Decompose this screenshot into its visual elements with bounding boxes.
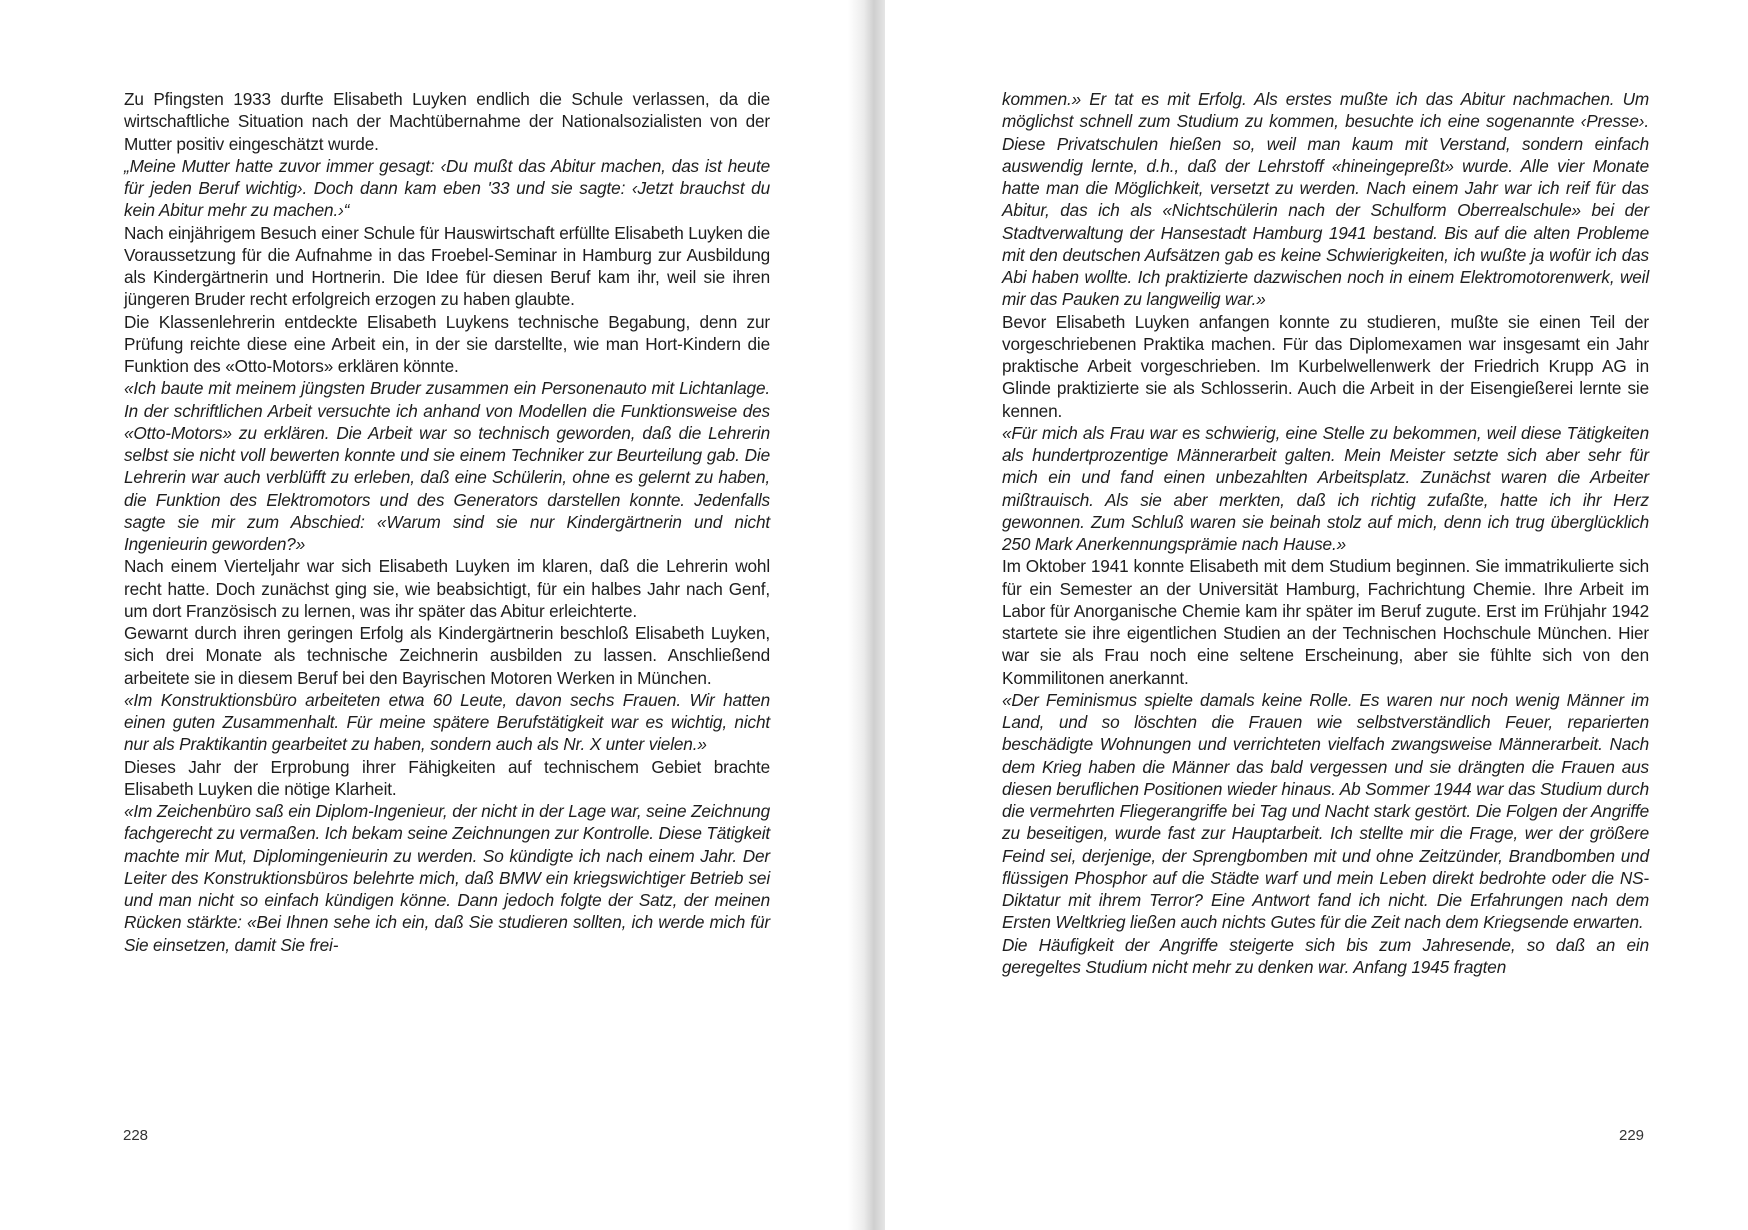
right-page xyxy=(885,0,1748,1230)
paragraph: Dieses Jahr der Erprobung ihrer Fähigkeiten auf technischem Gebiet brachte Elisabeth Luyken die nötige Klarheit. xyxy=(124,756,770,799)
quote-paragraph: «Im Konstruktionsbüro arbeiteten etwa 60 Leute, davon sechs Frauen. Wir hatten einen guten Zusammenhalt. Für meine spätere Berufstätigkeit war es wichtig, nicht nur als Praktikantin gearbeitet zu haben, sondern auch als Nr. X unter vielen.» xyxy=(124,689,770,755)
paragraph: Zu Pfingsten 1933 durfte Elisabeth Luyken endlich die Schule verlassen, da die wirtschaftliche Situation nach der Machtübernahme der Nationalsozialisten von der Mutter positiv eingeschätzt wurde. xyxy=(124,89,770,154)
quote-paragraph: «Für mich als Frau war es schwierig, eine Stelle zu bekommen, weil diese Tätigkeiten als hundertprozentige Männerarbeit galten. Mein Meister setzte sich aber sehr für mich ein und fand einen unbezahlten Arbeitsplatz. Zunächst waren die Arbeiter mißtrauisch. Als sie aber merkten, daß ich richtig zufaßte, hatte ich ihr Herz gewonnen. Zum Schluß waren sie beinah stolz auf mich, denn ich trug überglücklich 250 Mark Anerkennungsprämie nach Hause.» xyxy=(1002,422,1649,554)
paragraph: Bevor Elisabeth Luyken anfangen konnte zu studieren, mußte sie einen Teil der vorgeschriebenen Praktika machen. Für das Diplomexamen war insgesamt ein Jahr praktische Arbeit vorgeschrieben. Im Kurbelwellenwerk der Friedrich Krupp AG in Glinde praktizierte sie als Schlosserin. Auch die Arbeit in der Eisengießerei lernte sie kennen. xyxy=(1002,311,1649,421)
quote-paragraph: «Ich baute mit meinem jüngsten Bruder zusammen ein Personenauto mit Lichtanlage. In der schriftlichen Arbeit versuchte ich anhand von Modellen die Funktionsweise des «Otto-Motors» zu erklären. Die Arbeit war so technisch geworden, daß die Lehrerin selbst sie nicht voll bewerten konnte und sie einem Techniker zur Beurteilung gab. Die Lehrerin war auch verblüfft zu erleben, daß eine Schülerin, ohne es gelernt zu haben, die Funktion des Elektromotors und des Generators darstellen konnte. Jedenfalls sagte sie mir zum Abschied: «Warum sind sie nur Kindergärtnerin und nicht Ingenieurin geworden?» xyxy=(124,378,770,554)
left-page xyxy=(0,0,862,1230)
paragraph: Die Klassenlehrerin entdeckte Elisabeth Luykens technische Begabung, denn zur Prüfung reichte diese eine Arbeit ein, in der sie darstellte, wie man Hort-Kindern die Funktion des «Otto-Motors» erklären könnte. xyxy=(124,311,770,376)
quote-paragraph: „Meine Mutter hatte zuvor immer gesagt: ‹Du mußt das Abitur machen, das ist heute für jeden Beruf wichtig›. Doch dann kam eben '33 und sie sagte: ‹Jetzt brauchst du kein Abitur mehr zu machen.›“ xyxy=(124,155,770,221)
quote-paragraph: «Im Zeichenbüro saß ein Diplom-Ingenieur, der nicht in der Lage war, seine Zeichnung fachgerecht zu vermaßen. Ich bekam seine Zeichnungen zur Kontrolle. Diese Tätigkeit machte mir Mut, Diplomingenieurin zu werden. So kündigte ich nach einem Jahr. Der Leiter des Konstruktionsbüros belehrte mich, daß BMW ein kriegswichtiger Betrieb sei und man nicht so einfach kündigen könne. Dann jedoch folgte der Satz, der meinen Rücken stärkte: «Bei Ihnen sehe ich ein, daß Sie studieren sollten, ich werde mich für Sie einsetzen, damit Sie frei- xyxy=(124,801,770,955)
paragraph: Nach einjährigem Besuch einer Schule für Hauswirtschaft erfüllte Elisabeth Luyken die Voraussetzung für die Aufnahme in das Froebel-Seminar in Hamburg zur Ausbildung als Kindergärtnerin und Hortnerin. Die Idee für diesen Beruf kam ihr, weil sie ihren jüngeren Bruder recht erfolgreich erzogen zu haben glaubte. xyxy=(124,222,770,310)
page-number-right: 229 xyxy=(1619,1127,1645,1144)
quote-paragraph: Die Häufigkeit der Angriffe steigerte sich bis zum Jahresende, so daß an ein geregeltes Studium nicht mehr zu denken war. Anfang 1945 fragten xyxy=(1002,934,1649,977)
paragraph: Im Oktober 1941 konnte Elisabeth mit dem Studium beginnen. Sie immatrikulierte sich für ein Semester an der Universität Hamburg, Fachrichtung Chemie. Ihre Arbeit im Labor für Anorganische Chemie kam ihr später im Beruf zugute. Erst im Frühjahr 1942 startete sie ihre eigentlichen Studien an der Technischen Hochschule München. Hier war sie als Frau noch eine seltene Erscheinung, aber sie fühlte sich von den Kommilitonen anerkannt. xyxy=(1002,556,1649,688)
left-page-text xyxy=(124,88,770,956)
quote-paragraph: kommen.» Er tat es mit Erfolg. Als erstes mußte ich das Abitur nachmachen. Um möglichst schnell zum Studium zu kommen, besuchte ich eine sogenannte ‹Presse›. Diese Privatschulen hießen so, weil man kaum mit Verstand, sondern einfach auswendig lernte, d.h., daß der Lehrstoff «hineingepreßt» wurde. Alle vier Monate hatte man die Möglichkeit, versetzt zu werden. Nach einem Jahr war ich reif für das Abitur, das ich als «Nichtschülerin nach der Schulform Oberrealschule» bei der Stadtverwaltung der Hansestadt Hamburg 1941 bestand. Bis auf die alten Probleme mit den deutschen Aufsätzen gab es keine Schwierigkeiten, ich wußte ja wofür ich das Abi haben wollte. Ich praktizierte dazwischen noch in einem Elektromotorenwerk, weil mir das Pauken zu langweilig war.» xyxy=(1002,89,1649,310)
paragraph: Nach einem Vierteljahr war sich Elisabeth Luyken im klaren, daß die Lehrerin wohl recht hatte. Doch zunächst ging sie, wie beabsichtigt, für ein halbes Jahr nach Genf, um dort Französisch zu lernen, was ihr später das Abitur erleichterte. xyxy=(124,556,770,621)
page-number-left: 228 xyxy=(123,1127,149,1144)
quote-paragraph: «Der Feminismus spielte damals keine Rolle. Es waren nur noch wenig Männer im Land, und so löschten die Frauen wie selbstverständlich Feuer, reparierten beschädigte Wohnungen und verrichteten vielfach zwangsweise Männerarbeit. Nach dem Krieg haben die Männer das bald vergessen und sie drängten die Frauen aus diesen beruflichen Positionen wieder hinaus. Ab Sommer 1944 war das Studium durch die vermehrten Fliegerangriffe bei Tag und Nacht stark gestört. Die Folgen der Angriffe zu beseitigen, wurde fast zur Hauptarbeit. Ich stellte mir die Frage, wer der größere Feind sei, derjenige, der Sprengbomben mit und ohne Zeitzünder, Brandbomben und flüssigen Phosphor auf die Städte warf und mein Leben direkt bedrohte oder die NS-Diktatur mit ihrem Terror? Eine Antwort fand ich nicht. Die Erfahrungen nach dem Ersten Weltkrieg ließen auch nichts Gutes für die Zeit nach dem Kriegsende erwarten. xyxy=(1002,689,1649,933)
paragraph: Gewarnt durch ihren geringen Erfolg als Kindergärtnerin beschloß Elisabeth Luyken, sich drei Monate als technische Zeichnerin ausbilden zu lassen. Anschließend arbeitete sie in diesem Beruf bei den Bayrischen Motoren Werken in München. xyxy=(124,623,770,688)
right-page-text xyxy=(1002,88,1649,978)
